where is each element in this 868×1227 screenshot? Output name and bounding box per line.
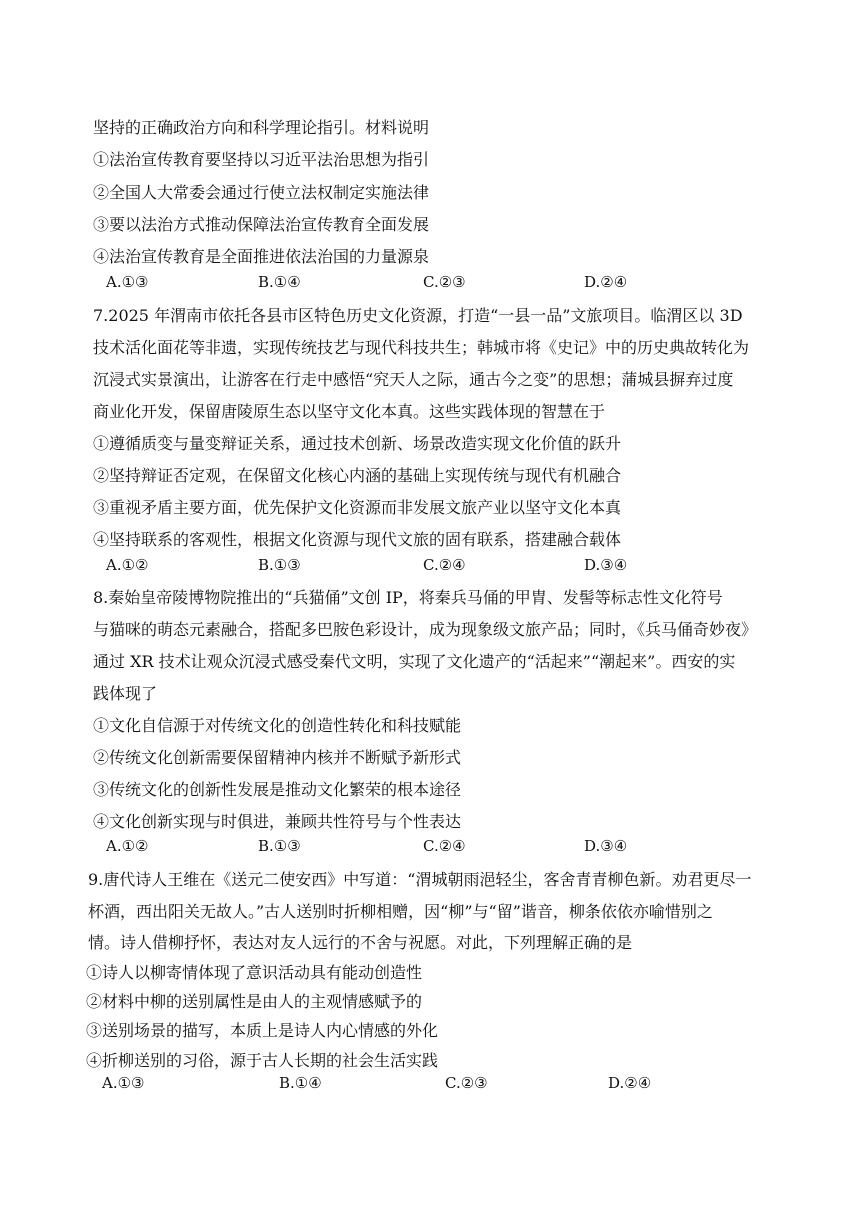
option-a[interactable]: A.①③ [102,1074,145,1092]
question-stem-line: 技术活化面花等非遗，实现传统技艺与现代科技共生；韩城市将《史记》中的历史典故转化为 [93,338,750,357]
option-c[interactable]: C.②③ [445,1074,488,1092]
question-stem-line: 与猫咪的萌态元素融合，搭配多巴胺色彩设计，成为现象级文旅产品；同时，《兵马俑奇妙夜》 [93,620,758,639]
statement-1: ①法治宣传教育要坚持以习近平法治思想为指引 [93,150,430,169]
option-b[interactable]: B.①③ [258,556,301,574]
option-a[interactable]: A.①③ [106,273,149,291]
question-stem-line: 沉浸式实景演出，让游客在行走中感悟“究天人之际，通古今之变”的思想；蒲城县摒弃过度 [93,370,734,389]
statement-1: ①诗人以柳寄情体现了意识活动具有能动创造性 [86,963,423,982]
statement-4: ④法治宣传教育是全面推进依法治国的力量源泉 [93,247,430,266]
question-stem-line: 坚持的正确政治方向和科学理论指引。材料说明 [93,118,430,137]
question-stem-line: 通过 XR 技术让观众沉浸式感受秦代文明，实现了文化遗产的“活起来”“潮起来”。西安的实 [93,652,736,671]
question-stem-line: 杯酒，西出阳关无故人。”古人送别时折柳相赠，因“柳”与“留”谐音，柳条依依亦喻惜别之 [88,902,713,921]
statement-2: ②传统文化创新需要保留精神内核并不断赋予新形式 [93,748,462,767]
question-stem-line: 践体现了 [93,684,158,703]
option-d[interactable]: D.③④ [584,837,628,855]
question-stem-line: 商业化开发，保留唐陵原生态以坚守文化本真。这些实践体现的智慧在于 [93,402,606,421]
statement-2: ②全国人大常委会通过行使立法权制定实施法律 [93,183,430,202]
statement-3: ③传统文化的创新性发展是推动文化繁荣的根本途径 [93,780,462,799]
statement-4: ④坚持联系的客观性，根据文化资源与现代文旅的固有联系，搭建融合载体 [93,530,622,549]
question-stem-line: 情。诗人借柳抒怀，表达对友人远行的不舍与祝愿。对此，下列理解正确的是 [88,933,633,952]
option-d[interactable]: D.②④ [584,273,628,291]
statement-3: ③重视矛盾主要方面，优先保护文化资源而非发展文旅产业以坚守文化本真 [93,498,622,517]
option-b[interactable]: B.①④ [279,1074,322,1092]
statement-4: ④文化创新实现与时俱进，兼顾共性符号与个性表达 [93,812,462,831]
option-b[interactable]: B.①④ [258,273,301,291]
statement-1: ①文化自信源于对传统文化的创造性转化和科技赋能 [93,716,462,735]
option-d[interactable]: D.③④ [584,556,628,574]
option-a[interactable]: A.①② [106,556,149,574]
statement-2: ②材料中柳的送别属性是由人的主观情感赋予的 [86,992,423,1011]
statement-3: ③要以法治方式推动保障法治宣传教育全面发展 [93,215,430,234]
option-a[interactable]: A.①② [106,837,149,855]
answer-options [106,272,666,292]
option-c[interactable]: C.②④ [423,837,466,855]
option-d[interactable]: D.②④ [608,1074,652,1092]
question-stem-line: 9.唐代诗人王维在《送元二使安西》中写道：“渭城朝雨浥轻尘，客舍青青柳色新。劝君更尽一 [88,870,752,889]
statement-2: ②坚持辩证否定观，在保留文化核心内涵的基础上实现传统与现代有机融合 [93,466,622,485]
statement-1: ①遵循质变与量变辩证关系，通过技术创新、场景改造实现文化价值的跃升 [93,434,622,453]
statement-3: ③送别场景的描写，本质上是诗人内心情感的外化 [86,1021,439,1040]
answer-options [106,836,666,856]
answer-options [106,555,666,575]
option-c[interactable]: C.②④ [423,556,466,574]
option-b[interactable]: B.①③ [258,837,301,855]
question-stem-line: 8.秦始皇帝陵博物院推出的“兵猫俑”文创 IP，将秦兵马俑的甲胄、发髻等标志性文化符号 [93,588,723,607]
option-c[interactable]: C.②③ [423,273,466,291]
question-stem-line: 7.2025 年渭南市依托各县市区特色历史文化资源，打造“一县一品”文旅项目。临渭区以 3D [93,306,743,325]
answer-options [102,1073,682,1093]
statement-4: ④折柳送别的习俗，源于古人长期的社会生活实践 [86,1051,439,1070]
